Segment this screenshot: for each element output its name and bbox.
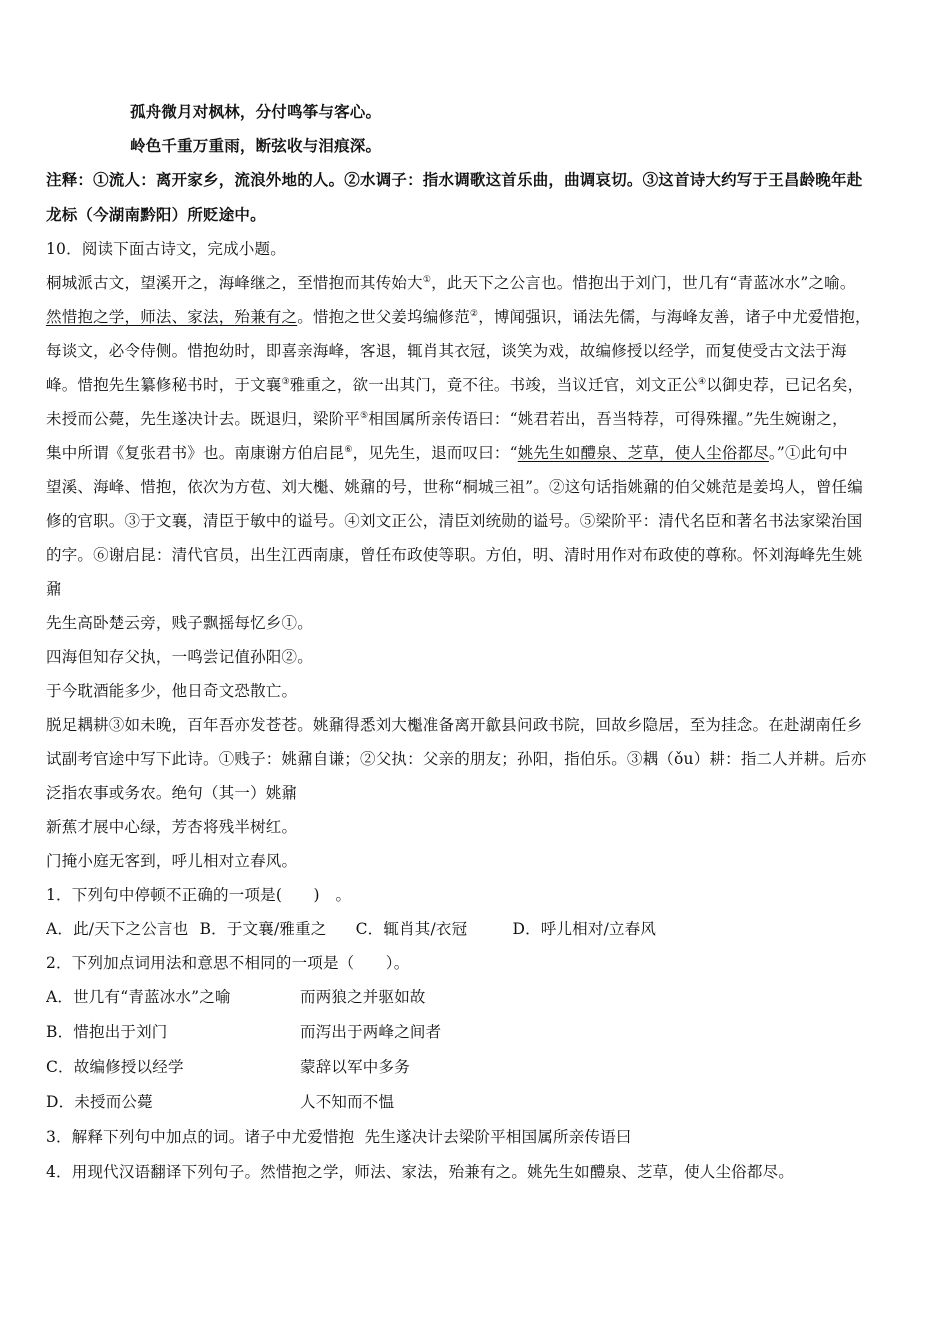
option-b[interactable]: B．于文襄/雅重之 [199, 920, 327, 938]
poem-line: 四海但知存父执，一鸣尝记值孙阳②。 [46, 648, 313, 666]
option-left: C．故编修授以经学 [46, 1058, 184, 1076]
underlined-sentence: 然惜抱之学，师法、家法，殆兼有之 [46, 308, 298, 326]
option-left: B．惜抱出于刘门 [46, 1023, 168, 1041]
poem-note: 龙标（今湖南黔阳）所贬途中。 [46, 205, 266, 224]
poem-line: 泛指农事或务农。绝句（其一）姚鼐 [46, 784, 298, 802]
passage-text: 。惜抱之世父姜坞编修范 [297, 308, 470, 326]
passage-text: 以御史荐，已记名矣， [706, 376, 864, 394]
option-a[interactable]: A．此/天下之公言也 [46, 920, 189, 938]
underlined-sentence: 姚先生如醴泉、芝草，使人尘俗都尽 [517, 444, 769, 462]
footnote-mark: ⑤ [360, 410, 369, 421]
option-right: 而泻出于两峰之间者 [300, 1023, 442, 1041]
footnote-mark: ③ [281, 376, 290, 387]
passage-text: ，此天下之公言也。惜抱出于刘门，世几有“青蓝冰水”之喻。 [431, 274, 856, 292]
passage-text: 集中所谓《复张君书》也。南康谢方伯启昆 [46, 444, 345, 462]
question-4: 4．用现代汉语翻译下列句子。然惜抱之学，师法、家法，殆兼有之。姚先生如醴泉、芝草，使人尘俗都尽。 [46, 1163, 794, 1181]
passage-line [46, 408, 912, 430]
footnote-mark: ⑥ [344, 444, 353, 455]
question-2-option-a[interactable] [46, 986, 912, 1008]
option-left: D．未授而公薨 [46, 1093, 153, 1111]
poem-line: 孤舟微月对枫林，分付鸣筝与客心。 [130, 102, 382, 121]
passage-line [46, 374, 912, 396]
poem-line: 脱足耦耕③如未晚，百年吾亦发苍苍。姚鼐得悉刘大櫆准备离开歙县问政书院，回故乡隐居，至为挂念。在赴湖南任乡 [46, 716, 863, 734]
passage-line: 每谈文，必令侍侧。惜抱幼时，即喜亲海峰，客退，辄肖其衣冠，谈笑为戏，故编修授以经学，而复使受古文法于海 [46, 342, 847, 360]
footnote-mark: ② [469, 308, 479, 319]
question-2-option-b[interactable] [46, 1021, 912, 1043]
option-right: 而两狼之并驱如故 [300, 988, 426, 1006]
option-right: 蒙辞以军中多务 [300, 1058, 410, 1076]
option-d[interactable]: D．呼儿相对/立春风 [512, 920, 657, 938]
option-left: A．世几有“青蓝冰水”之喻 [46, 988, 231, 1006]
poem-line: 岭色千重万重雨，断弦收与泪痕深。 [130, 136, 382, 155]
footnote-mark: ① [422, 274, 432, 285]
question-2-option-c[interactable] [46, 1056, 912, 1078]
passage-line: 鼐 [46, 580, 62, 598]
passage-text: ，见先生，退而叹曰：“ [352, 444, 518, 462]
passage-text: 未授而公薨，先生遂决计去。既退归，梁阶平 [46, 410, 361, 428]
passage-text: 。”①此句中 [768, 444, 848, 462]
option-right: 人不知而不愠 [300, 1093, 395, 1111]
passage-text: 桐城派古文，望溪开之，海峰继之，至惜抱而其传始大 [46, 274, 423, 292]
poem-line: 先生高卧楚云旁，贱子飘摇每忆乡①。 [46, 614, 313, 632]
option-c[interactable]: C．辄肖其/衣冠 [355, 920, 468, 938]
footnote-mark: ④ [698, 376, 707, 387]
poem-line: 新蕉才展中心绿，芳杏将残半树红。 [46, 818, 298, 836]
passage-text: 雅重之，欲一出其门，竟不往。书竣，当议迁官，刘文正公 [289, 376, 698, 394]
passage-line [46, 306, 912, 328]
question-10-heading: 10．阅读下面古诗文，完成小题。 [46, 240, 286, 258]
passage-text: ，博闻强识，诵法先儒，与海峰友善，诸子中尤爱惜抱， [478, 308, 871, 326]
question-2-option-d[interactable] [46, 1091, 912, 1113]
question-1-options [46, 918, 912, 940]
passage-text: 相国属所亲传语曰：“姚君若出，吾当特荐，可得殊擢。”先生婉谢之， [368, 410, 848, 428]
passage-line: 修的官职。③于文襄，清臣于敏中的谥号。④刘文正公，清臣刘统勋的谥号。⑤梁阶平：清代名臣和著名书法家梁治国 [46, 512, 863, 530]
question-3: 3．解释下列句中加点的词。诸子中尤爱惜抱 先生遂决计去梁阶平相国属所亲传语曰 [46, 1128, 632, 1146]
poem-line: 门掩小庭无客到，呼儿相对立春风。 [46, 852, 298, 870]
passage-text: 峰。惜抱先生纂修秘书时，于文襄 [46, 376, 282, 394]
poem-line: 试副考官途中写下此诗。①贱子：姚鼐自谦；②父执：父亲的朋友；孙阳，指伯乐。③耦（ǒu）耕：指二人并耕。后亦 [46, 750, 867, 768]
passage-line [46, 272, 912, 294]
question-1: 1．下列句中停顿不正确的一项是( ) 。 [46, 886, 352, 904]
passage-line [46, 442, 912, 464]
poem-note: 注释：①流人：离开家乡，流浪外地的人。②水调子：指水调歌这首乐曲，曲调哀切。③这首诗大约写于王昌龄晚年赴 [46, 170, 863, 189]
poem-line: 于今耽酒能多少，他日奇文恐散亡。 [46, 682, 298, 700]
passage-line: 的字。⑥谢启昆：清代官员，出生江西南康，曾任布政使等职。方伯，明、清时用作对布政使的尊称。怀刘海峰先生姚 [46, 546, 863, 564]
passage-line: 望溪、海峰、惜抱，依次为方苞、刘大櫆、姚鼐的号，世称“桐城三祖”。②这句话指姚鼐的伯父姚范是姜坞人，曾任编 [46, 478, 863, 496]
question-2: 2．下列加点词用法和意思不相同的一项是（ ）。 [46, 954, 410, 972]
